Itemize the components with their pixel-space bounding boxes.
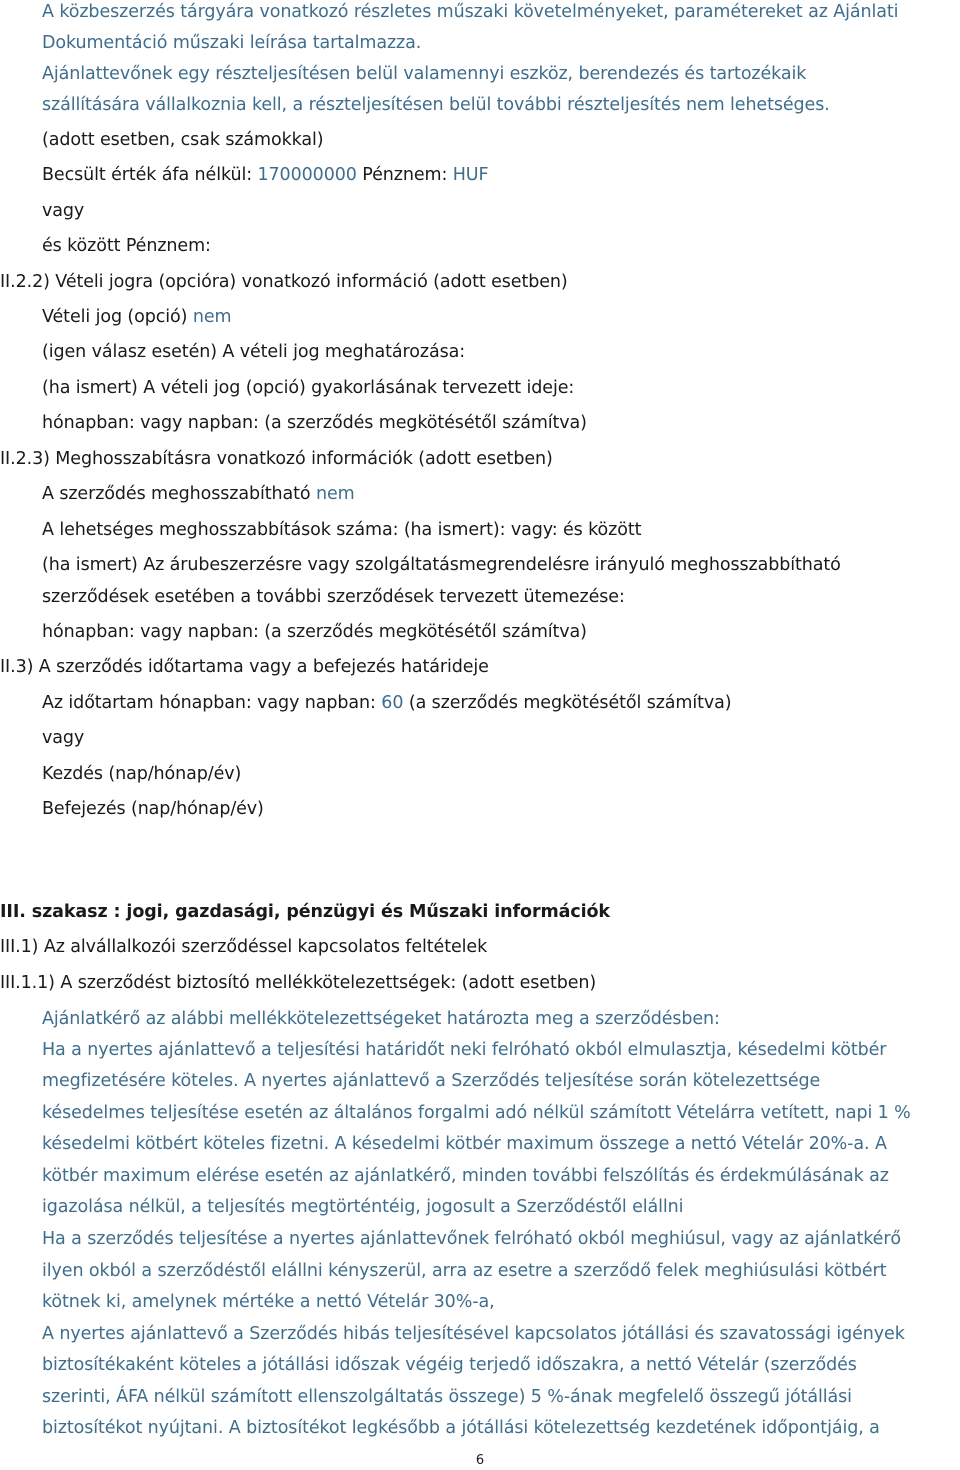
label: Vételi jog (opció) (42, 307, 193, 327)
extension-value: nem (316, 484, 355, 504)
text-line: (ha ismert) Az árubeszerzésre vagy szolgáltatásmegrendelésre irányuló meghosszabbítható (42, 555, 841, 575)
label: Becsült érték áfa nélkül: (42, 165, 258, 185)
page-number: 6 (475, 1453, 485, 1468)
text-line: Ha a nyertes ajánlattevő a teljesítési határidőt neki felróható okból elmulasztja, késedelmi kötbér (42, 1040, 887, 1060)
text-line: (adott esetben, csak számokkal) (42, 130, 324, 150)
duration-line (42, 692, 732, 714)
text-line: ilyen okból a szerződéstől elállni kényszerül, arra az esetre a szerződő felek meghiúsulási kötbért (42, 1261, 887, 1281)
text-line: Kezdés (nap/hónap/év) (42, 764, 242, 784)
text-line: Dokumentáció műszaki leírása tartalmazza. (42, 33, 422, 53)
currency-value: HUF (452, 165, 489, 185)
text-line: vagy (42, 201, 85, 221)
text-line: Ajánlattevőnek egy részteljesítésen belül valamennyi eszköz, berendezés és tartozékaik (42, 64, 807, 84)
text-line: kötbér maximum elérése esetén az ajánlatkérő, minden további felszólítás és érdekmúlásának az (42, 1166, 889, 1186)
text-line: biztosítékot nyújtani. A biztosítékot legkésőbb a jótállási kötelezettség kezdetének időpontjáig, a (42, 1418, 880, 1438)
text-line: A lehetséges meghosszabbítások száma: (ha ismert): vagy: és között (42, 520, 642, 540)
text-line: késedelmi kötbért köteles fizetni. A késedelmi kötbér maximum összege a nettó Vételár 20%-a. A (42, 1134, 887, 1154)
section-heading: II.2.2) Vételi jogra (opcióra) vonatkozó információ (adott esetben) (0, 272, 568, 292)
text-line: hónapban: vagy napban: (a szerződés megkötésétől számítva) (42, 413, 587, 433)
text-line: A közbeszerzés tárgyára vonatkozó részletes műszaki követelményeket, paramétereket az Ajánlati (42, 2, 899, 22)
text-line: vagy (42, 728, 85, 748)
text-line: megfizetésére köteles. A nyertes ajánlattevő a Szerződés teljesítése során kötelezettsége (42, 1071, 821, 1091)
text-line: kötnek ki, amelynek mértéke a nettó Vételár 30%-a, (42, 1292, 495, 1312)
text-line: Ajánlatkérő az alábbi mellékkötelezettségeket határozta meg a szerződésben: (42, 1009, 720, 1029)
label: Pénznem: (356, 165, 453, 185)
duration-value: 60 (381, 693, 404, 713)
section-heading: III.1) Az alvállalkozói szerződéssel kapcsolatos feltételek (0, 937, 488, 957)
label: A szerződés meghosszabítható (42, 484, 316, 504)
text-line: és között Pénznem: (42, 236, 211, 256)
label: (a szerződés megkötésétől számítva) (403, 693, 732, 713)
text-line: igazolása nélkül, a teljesítés megtörténtéig, jogosult a Szerződéstől elállni (42, 1197, 684, 1217)
section-heading: III.1.1) A szerződést biztosító mellékkötelezettségek: (adott esetben) (0, 973, 597, 993)
section-heading: II.2.3) Meghosszabításra vonatkozó információk (adott esetben) (0, 449, 553, 469)
label: Az időtartam hónapban: vagy napban: (42, 693, 382, 713)
text-line: szállítására vállalkoznia kell, a részteljesítésen belül további részteljesítés nem lehetséges. (42, 95, 830, 115)
text-line: (ha ismert) A vételi jog (opció) gyakorlásának tervezett ideje: (42, 378, 575, 398)
option-value: nem (192, 307, 232, 327)
extension-line (42, 483, 355, 505)
text-line: Befejezés (nap/hónap/év) (42, 799, 264, 819)
text-line: biztosítékaként köteles a jótállási időszak végéig terjedő időszakra, a nettó Vételár (szerződés (42, 1355, 857, 1375)
estimated-value: 170000000 (257, 165, 357, 185)
part-heading: III. szakasz : jogi, gazdasági, pénzügyi és Műszaki információk (0, 902, 610, 922)
text-line: szerinti, ÁFA nélkül számított ellenszolgáltatás összege) 5 %-ának megfelelő összegű jótállási (42, 1387, 852, 1407)
text-line: Ha a szerződés teljesítése a nyertes ajánlattevőnek felróható okból meghiúsul, vagy az ajánlatkérő (42, 1229, 902, 1249)
estimated-value-line (42, 164, 488, 186)
text-line: hónapban: vagy napban: (a szerződés megkötésétől számítva) (42, 622, 587, 642)
text-line: szerződések esetében a további szerződések tervezett ütemezése: (42, 587, 625, 607)
text-line: A nyertes ajánlattevő a Szerződés hibás teljesítésével kapcsolatos jótállási és szavatossági igények (42, 1324, 905, 1344)
text-line: késedelmes teljesítése esetén az általános forgalmi adó nélkül számított Vételárra vetített, napi 1 % (42, 1103, 911, 1123)
option-line (42, 306, 231, 328)
text-line: (igen válasz esetén) A vételi jog meghatározása: (42, 342, 466, 362)
section-heading: II.3) A szerződés időtartama vagy a befejezés határideje (0, 657, 489, 677)
